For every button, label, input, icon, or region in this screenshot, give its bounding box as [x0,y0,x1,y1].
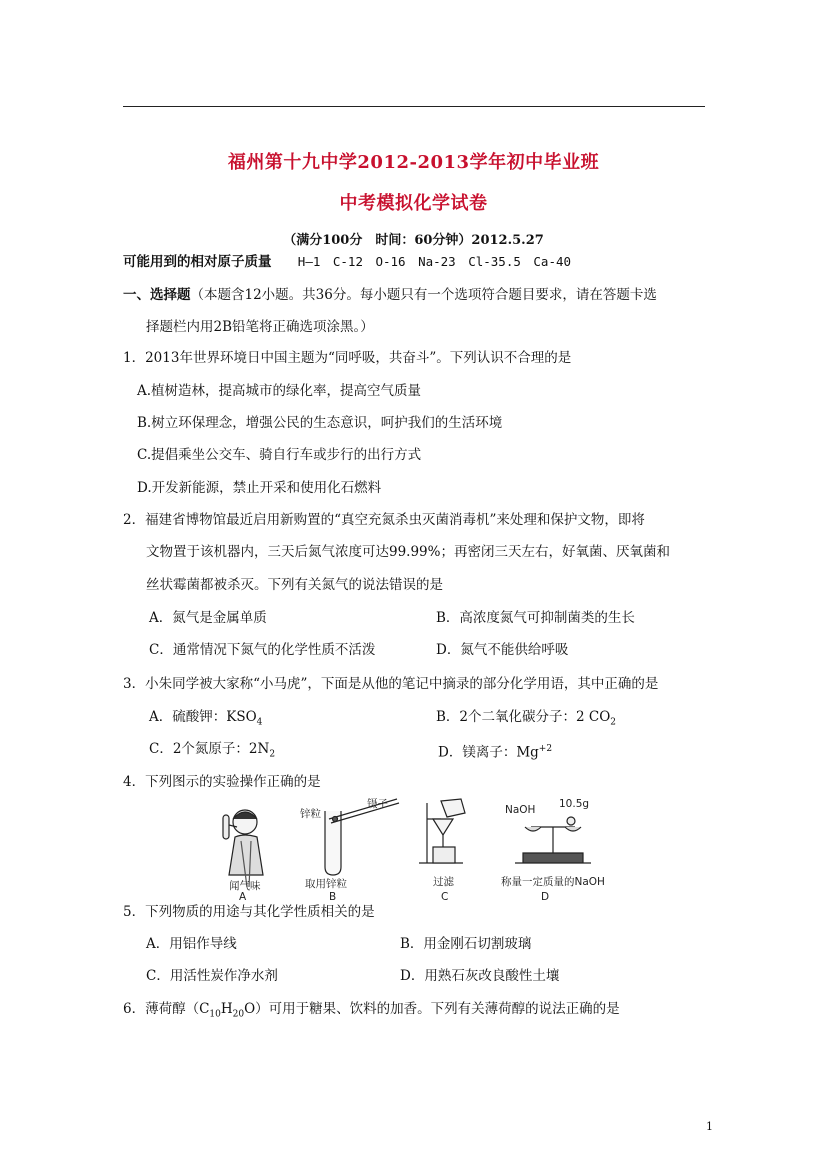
figure-d-caption: 称量一定质量的NaOH [501,876,605,888]
q3-option-c-sub: 2 [269,749,276,760]
q3-option-d-sup: +2 [538,744,553,754]
q1-option-a: A.植树造林，提高城市的绿化率，提高空气质量 [137,383,422,399]
q3-option-a [149,708,262,732]
q6-stem-h: H [220,1001,233,1017]
figure-a-caption: 闻气味 [229,880,261,892]
q6-sub-h: 20 [232,1009,245,1020]
q5-option-a: A．用铝作导线 [146,936,237,952]
atomic-mass-row [123,253,571,271]
q3-option-d [438,740,552,762]
atomic-mass-label: 可能用到的相对原子质量 [123,254,272,270]
page-number: 1 [706,1120,713,1133]
q3-option-c [149,740,275,764]
figure-b-caption: 取用锌粒 [305,878,347,890]
figure-b-tweezers-label: 镊子 [367,798,388,810]
section-heading: 一、选择题 [123,287,191,303]
q2-stem-line1: 2．福建省博物馆最近启用新购置的“真空充氮杀虫灭菌消毒机”来处理和保护文物，即将 [123,512,645,528]
section-heading-row [123,286,657,304]
q3-option-d-text: D．镁离子：Mg [438,744,539,761]
q3-option-b-sub: 2 [610,717,617,728]
figure-b-zinc-label: 锌粒 [300,808,321,820]
q5-stem: 5．下列物质的用途与其化学性质相关的是 [123,904,375,920]
q4-figure [205,797,625,905]
figure-a-smell [223,810,263,887]
q1-option-d: D.开发新能源，禁止开采和使用化石燃料 [137,480,382,496]
q6-stem [123,1000,620,1024]
q2-option-d: D．氮气不能供给呼吸 [436,642,569,658]
exam-title-line2: 中考模拟化学试卷 [339,193,488,214]
q6-stem-pre: 6．薄荷醇（C [123,1001,210,1017]
q3-option-b-text: B．2个二氧化碳分子：2 CO [436,709,611,725]
q5-option-d: D．用熟石灰改良酸性土壤 [400,968,560,984]
section-intro-line2: 择题栏内用2B铅笔将正确选项涂黑。） [146,319,374,335]
q1-option-b: B.树立环保理念，增强公民的生态意识，呵护我们的生活环境 [137,415,503,431]
q4-stem: 4．下列图示的实验操作正确的是 [123,774,321,790]
q2-option-c: C．通常情况下氮气的化学性质不活泼 [149,642,376,658]
q6-stem-post: O）可用于糖果、饮料的加香。下列有关薄荷醇的说法正确的是 [244,1001,620,1017]
q6-sub-c: 10 [209,1009,221,1020]
exam-title-line1: 福州第十九中学2012-2013学年初中毕业班 [227,152,600,173]
q2-stem-line2: 文物置于该机器内，三天后氮气浓度可达99.99%；再密闭三天左右，好氧菌、厌氧菌和 [146,544,670,560]
q2-stem-line3: 丝状霉菌都被杀灭。下列有关氮气的说法错误的是 [146,577,443,593]
q1-option-c: C.提倡乘坐公交车、骑自行车或步行的出行方式 [137,447,422,463]
figure-d-balance [515,817,591,863]
figure-c-caption: 过滤 [433,876,454,888]
figure-b-letter: B [329,891,337,903]
section-intro-line1: （本题含12小题。共36分。每小题只有一个选项符合题目要求，请在答题卡选 [190,287,657,303]
q3-option-b [436,708,616,732]
atomic-mass-values: H—1 C-12 O-16 Na-23 Cl-35.5 Ca-40 [297,254,572,269]
q1-stem: 1．2013年世界环境日中国主题为“同呼吸，共奋斗”。下列认识不合理的是 [123,350,572,366]
figure-c-letter: C [441,891,449,903]
figure-b-test-tube [325,799,399,875]
q5-option-c: C．用活性炭作净水剂 [146,968,278,984]
q2-option-b: B．高浓度氮气可抑制菌类的生长 [436,610,635,626]
exam-info: （满分100分 时间：60分钟）2012.5.27 [283,233,544,248]
q3-stem: 3．小朱同学被大家称“小马虎”，下面是从他的笔记中摘录的部分化学用语，其中正确的是 [123,676,659,692]
q2-option-a: A．氮气是金属单质 [149,610,267,626]
figure-a-letter: A [239,891,247,903]
figure-d-letter: D [541,891,550,903]
q3-option-a-sub: 4 [256,717,263,728]
q3-option-c-text: C．2个氮原子：2N [149,741,270,757]
q5-option-b: B．用金刚石切割玻璃 [400,936,532,952]
figure-d-mass-label: 10.5g [559,798,590,810]
figure-d-naoh-label: NaOH [505,804,536,816]
header-rule [123,106,705,107]
q3-option-a-text: A．硫酸钾：KSO [149,709,257,725]
figure-c-filtration [419,799,465,863]
